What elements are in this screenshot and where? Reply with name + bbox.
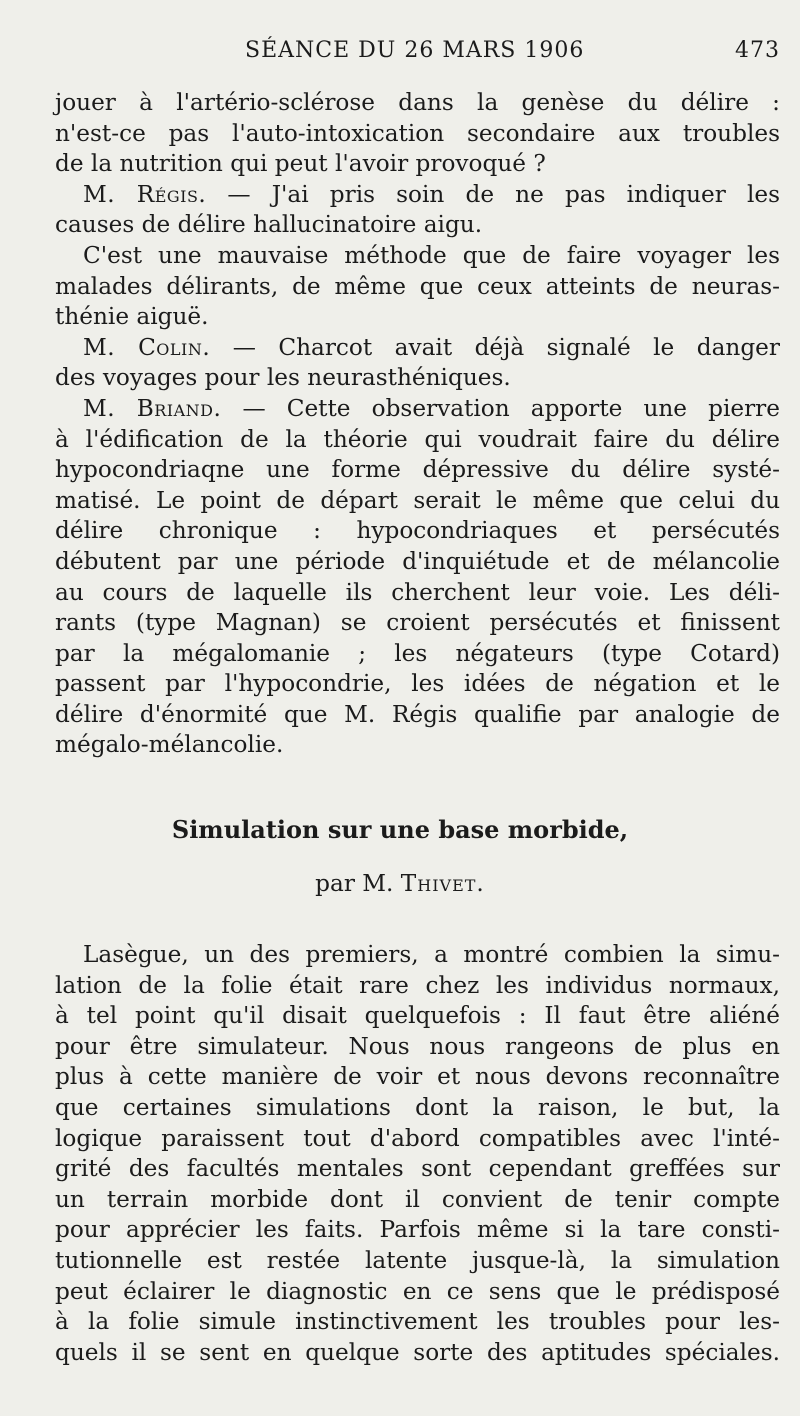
- text-line: matisé. Le point de départ serait le même que celui du: [55, 486, 780, 514]
- text-line: tutionnelle est restée latente jusque-là, la simulation: [55, 1246, 780, 1274]
- text-line: Lasègue, un des premiers, a montré combien la simu-: [83, 941, 780, 968]
- text-line: logique paraissent tout d'abord compatibles avec l'inté-: [55, 1124, 780, 1152]
- text-line: de la nutrition qui peut l'avoir provoqué ?: [55, 150, 546, 178]
- text-line: peut éclairer le diagnostic en ce sens que le prédisposé: [55, 1277, 780, 1305]
- running-title: SÉANCE DU 26 MARS 1906: [245, 38, 585, 63]
- author-name: Thivet.: [400, 870, 485, 897]
- text-line: plus à cette manière de voir et nous devons reconnaître: [55, 1063, 780, 1091]
- text-line: n'est-ce pas l'auto-intoxication secondaire aux troubles: [55, 119, 780, 147]
- text-line: au cours de laquelle ils cherchent leur voie. Les déli-: [55, 578, 780, 606]
- article-text: [55, 940, 780, 1368]
- text-line: lation de la folie était rare chez les individus normaux,: [55, 971, 780, 999]
- text-line: que certaines simulations dont la raison, le but, la: [55, 1093, 780, 1121]
- text-line: mégalo-mélancolie.: [55, 731, 284, 759]
- page-header: [245, 38, 780, 74]
- text-line: grité des facultés mentales sont cependant greffées sur: [55, 1155, 780, 1183]
- text-line: délire d'énormité que M. Régis qualifie par analogie de: [55, 700, 780, 728]
- text-line: un terrain morbide dont il convient de tenir compte: [55, 1185, 780, 1213]
- text-line: thénie aiguë.: [55, 303, 209, 331]
- text-line: malades délirants, de même que ceux atteints de neuras-: [55, 272, 780, 300]
- text-line: pour apprécier les faits. Parfois même si la tare consti-: [55, 1216, 780, 1244]
- speaker-name: M. Régis.: [83, 180, 207, 208]
- text-line: par la mégalomanie ; les négateurs (type Cotard): [55, 639, 780, 667]
- text-line: M. Régis. — J'ai pris soin de ne pas indiquer les: [83, 180, 780, 208]
- text-line: des voyages pour les neurasthéniques.: [55, 364, 511, 392]
- text-line: délire chronique : hypocondriaques et persécutés: [55, 517, 780, 545]
- text-line: pour être simulateur. Nous nous rangeons de plus en: [55, 1032, 780, 1060]
- speaker-name: M. Briand.: [83, 394, 222, 422]
- text-line: C'est une mauvaise méthode que de faire voyager les: [83, 241, 780, 269]
- text-line: M. Briand. — Cette observation apporte une pierre: [83, 394, 780, 422]
- text-line: rants (type Magnan) se croient persécutés et finissent: [55, 609, 780, 637]
- text-line: hypocondriaqne une forme dépressive du délire systé-: [55, 456, 780, 484]
- page-number: 473: [735, 38, 780, 63]
- section-title: Simulation sur une base morbide,: [171, 815, 629, 844]
- discussion-text: [55, 88, 780, 761]
- text-line: jouer à l'artério-sclérose dans la genèse du délire :: [55, 89, 780, 116]
- text-line: débutent par une période d'inquiétude et de mélancolie: [55, 547, 780, 575]
- text-line: quels il se sent en quelque sorte des aptitudes spéciales.: [55, 1338, 780, 1366]
- text-line: à la folie simule instinctivement les troubles pour les-: [55, 1308, 780, 1336]
- text-line: M. Colin. — Charcot avait déjà signalé le danger: [83, 333, 780, 361]
- text-line: à tel point qu'il disait quelquefois : Il faut être aliéné: [55, 1002, 780, 1030]
- speaker-name: M. Colin.: [83, 333, 211, 361]
- section-byline: par M. Thivet.: [315, 870, 485, 897]
- text-line: causes de délire hallucinatoire aigu.: [55, 211, 483, 239]
- text-line: à l'édification de la théorie qui voudrait faire du délire: [55, 425, 780, 453]
- text-line: passent par l'hypocondrie, les idées de négation et le: [55, 670, 780, 698]
